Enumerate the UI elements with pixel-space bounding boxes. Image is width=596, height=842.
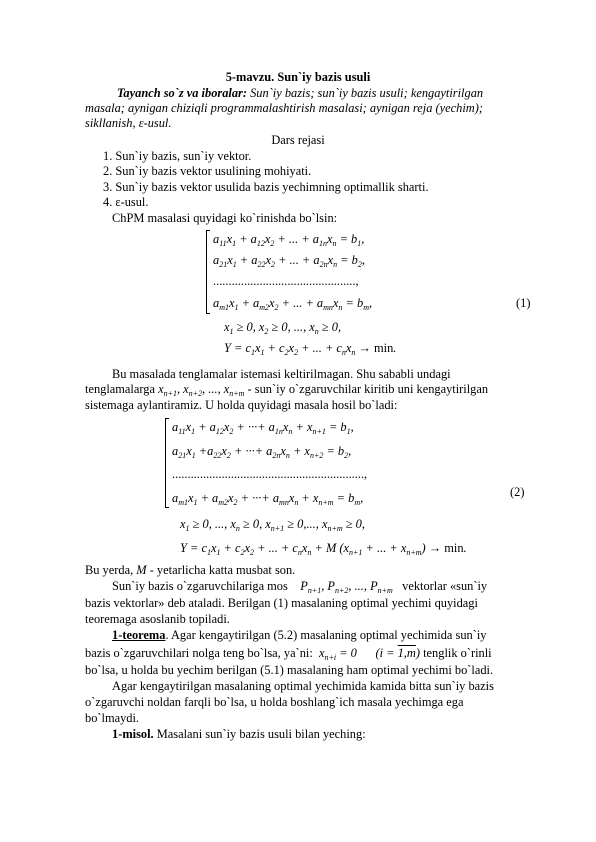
para1-line-3: sistemaga aylantiramiz. U holda quyidagi masala hosil bo`ladi: [85,398,398,412]
system2-eq1: $a_{11}x_1 + a_{12}x_2$ + ···+ $a_{1n}x_n + x_{n+1} = b_1$, [172,420,354,436]
para1-line-2b: - sun`iy o`zgaruvchilar kiritib uni kengaytirilgan [244,382,489,396]
system2-objective: $Y = c_1x_1 + c_2x_2$ + ... + $c_nx_n + M$ ($x_{n+1}$ + ... + $x_{n+m}) \to \min$. [180,541,467,557]
plan-item-4: 4. ε-usul. [103,195,149,209]
para1-line-1: Bu masalada tenglamalar istemasi keltirilmagan. Shu sababli undagi [112,367,451,381]
plan-heading: Dars rejasi [271,133,325,147]
keywords-label: Tayanch so`z va iboralar: [117,86,247,100]
para2-suffix: - yetarlicha katta musbat son. [146,563,296,577]
para3-line-1a: Sun`iy bazis o`zgaruvchilariga mos [112,579,288,593]
para2-prefix: Bu yerda, [85,563,137,577]
para2-line [85,563,295,578]
theorem-text-2b: tenglik o`rinli [423,646,492,660]
keywords-line-1 [117,86,483,101]
para4-line-3: bo`lmaydi. [85,711,140,725]
para3-line-1b: vektorlar «sun`iy [402,579,488,593]
system1-eq2: $a_{21}x_1 + a_{22}x_2$ + ... + $a_{2n}x_n = b_2$, [213,253,365,269]
system1-dots: .............................................., [213,274,359,288]
para1-line-2: tenglamalarga $x_{n+1}$, $x_{n+2}$, ..., $x_{n+m}$ - sun`iy o`zgaruvchilar kiritib uni kengaytirilgan [85,382,489,398]
example-label: 1-misol. [112,727,154,741]
equation-number-2: (2) [510,485,525,499]
theorem-line-3: bo`lsa, u holda bu yechim berilgan (5.1) masalaning ham optimal yechimi bo`ladi. [85,663,494,677]
theorem-line-1 [112,628,486,643]
para3-line-3: teoremaga asoslanib topiladi. [85,612,230,626]
plan-item-3: 3. Sun`iy bazis vektor usulida bazis yechimning optimallik sharti. [103,180,429,194]
keywords-text-1: Sun`iy bazis; sun`iy bazis usuli; kengaytirilgan [247,86,484,100]
intro-text: ChPM masalasi quyidagi ko`rinishda bo`lsin: [112,211,338,225]
para4-line-1: Agar kengaytirilgan masalaning optimal yechimida kamida bitta sun`iy bazis [112,679,494,693]
system2-eq3: $a_{m1}x_1 + a_{m2}x_2$ + ···+ $a_{mn}x_n + x_{n+m} = b_m$, [172,491,364,507]
para1-line-2a: tenglamalarga [85,382,159,396]
para3-line-1: Sun`iy bazis o`zgaruvchilariga mos $P_{n+1}$, $P_{n+2}$, ..., $P_{n+m}$ vektorlar «sun`iy [112,579,488,595]
keywords-line-3: sikllanish, ε-usul. [85,116,172,130]
theorem-text-1: . Agar kengaytirilgan (5.2) masalaning optimal yechimida sun`iy [165,628,487,642]
theorem-text-2a: bazis o`zgaruvchilari nolga teng bo`lsa, ya`ni: [85,646,313,660]
system1-objective: $Y = c_1x_1 + c_2x_2$ + ... + $c_nx_n \to \min$. [224,341,397,357]
example-text: Masalani sun`iy bazis usuli bilan yeching: [153,727,366,741]
plan-item-2: 2. Sun`iy bazis vektor usulining mohiyati. [103,164,312,178]
system1-eq3: $a_{m1}x_1 + a_{m2}x_2$ + ... + $a_{mn}x_n = b_m$, [213,296,373,312]
system1-constraints: $x_1 \ge 0$, $x_2 \ge 0$, ..., $x_n \ge 0$, [224,320,342,336]
theorem-line-2: bazis o`zgaruvchilari nolga teng bo`lsa, ya`ni: $x_{n+i} = 0$ (i = 1,m) tenglik o`rinli [85,646,492,662]
para3-line-2: bazis vektorlar» deb ataladi. Berilgan (1) masalaning optimal yechimi quyidagi [85,596,478,610]
system1-eq1: $a_{11}x_1 + a_{12}x_2$ + ... + $a_{1n}x_n = b_1$, [213,232,365,248]
page-title: 5-mavzu. Sun`iy bazis usuli [225,70,371,84]
system2-constraints: $x_1 \ge 0$, ..., $x_n \ge 0$, $x_{n+1} \ge 0$,..., $x_{n+m} \ge 0$, [180,517,365,533]
theorem-label: 1-teorema [112,628,166,642]
example-line [112,727,366,742]
system1-brace [206,230,207,314]
equation-number-1: (1) [516,296,531,310]
big-m-symbol: M [136,563,147,577]
system2-dots: .............................................................., [172,467,368,481]
system2-eq2: $a_{21}x_1 +a_{22}x_2$ + ···+ $a_{2n}x_n + x_{n+2} = b_2$, [172,444,352,460]
system2-brace [165,418,166,508]
plan-item-1: 1. Sun`iy bazis, sun`iy vektor. [103,149,252,163]
keywords-line-2: masala; aynigan chiziqli programmalashtirish masalasi; aynigan reja (yechim); [85,101,483,115]
para4-line-2: o`zgaruvchi noldan farqli bo`lsa, u holda boshlang`ich masala yechimga ega [85,695,464,709]
